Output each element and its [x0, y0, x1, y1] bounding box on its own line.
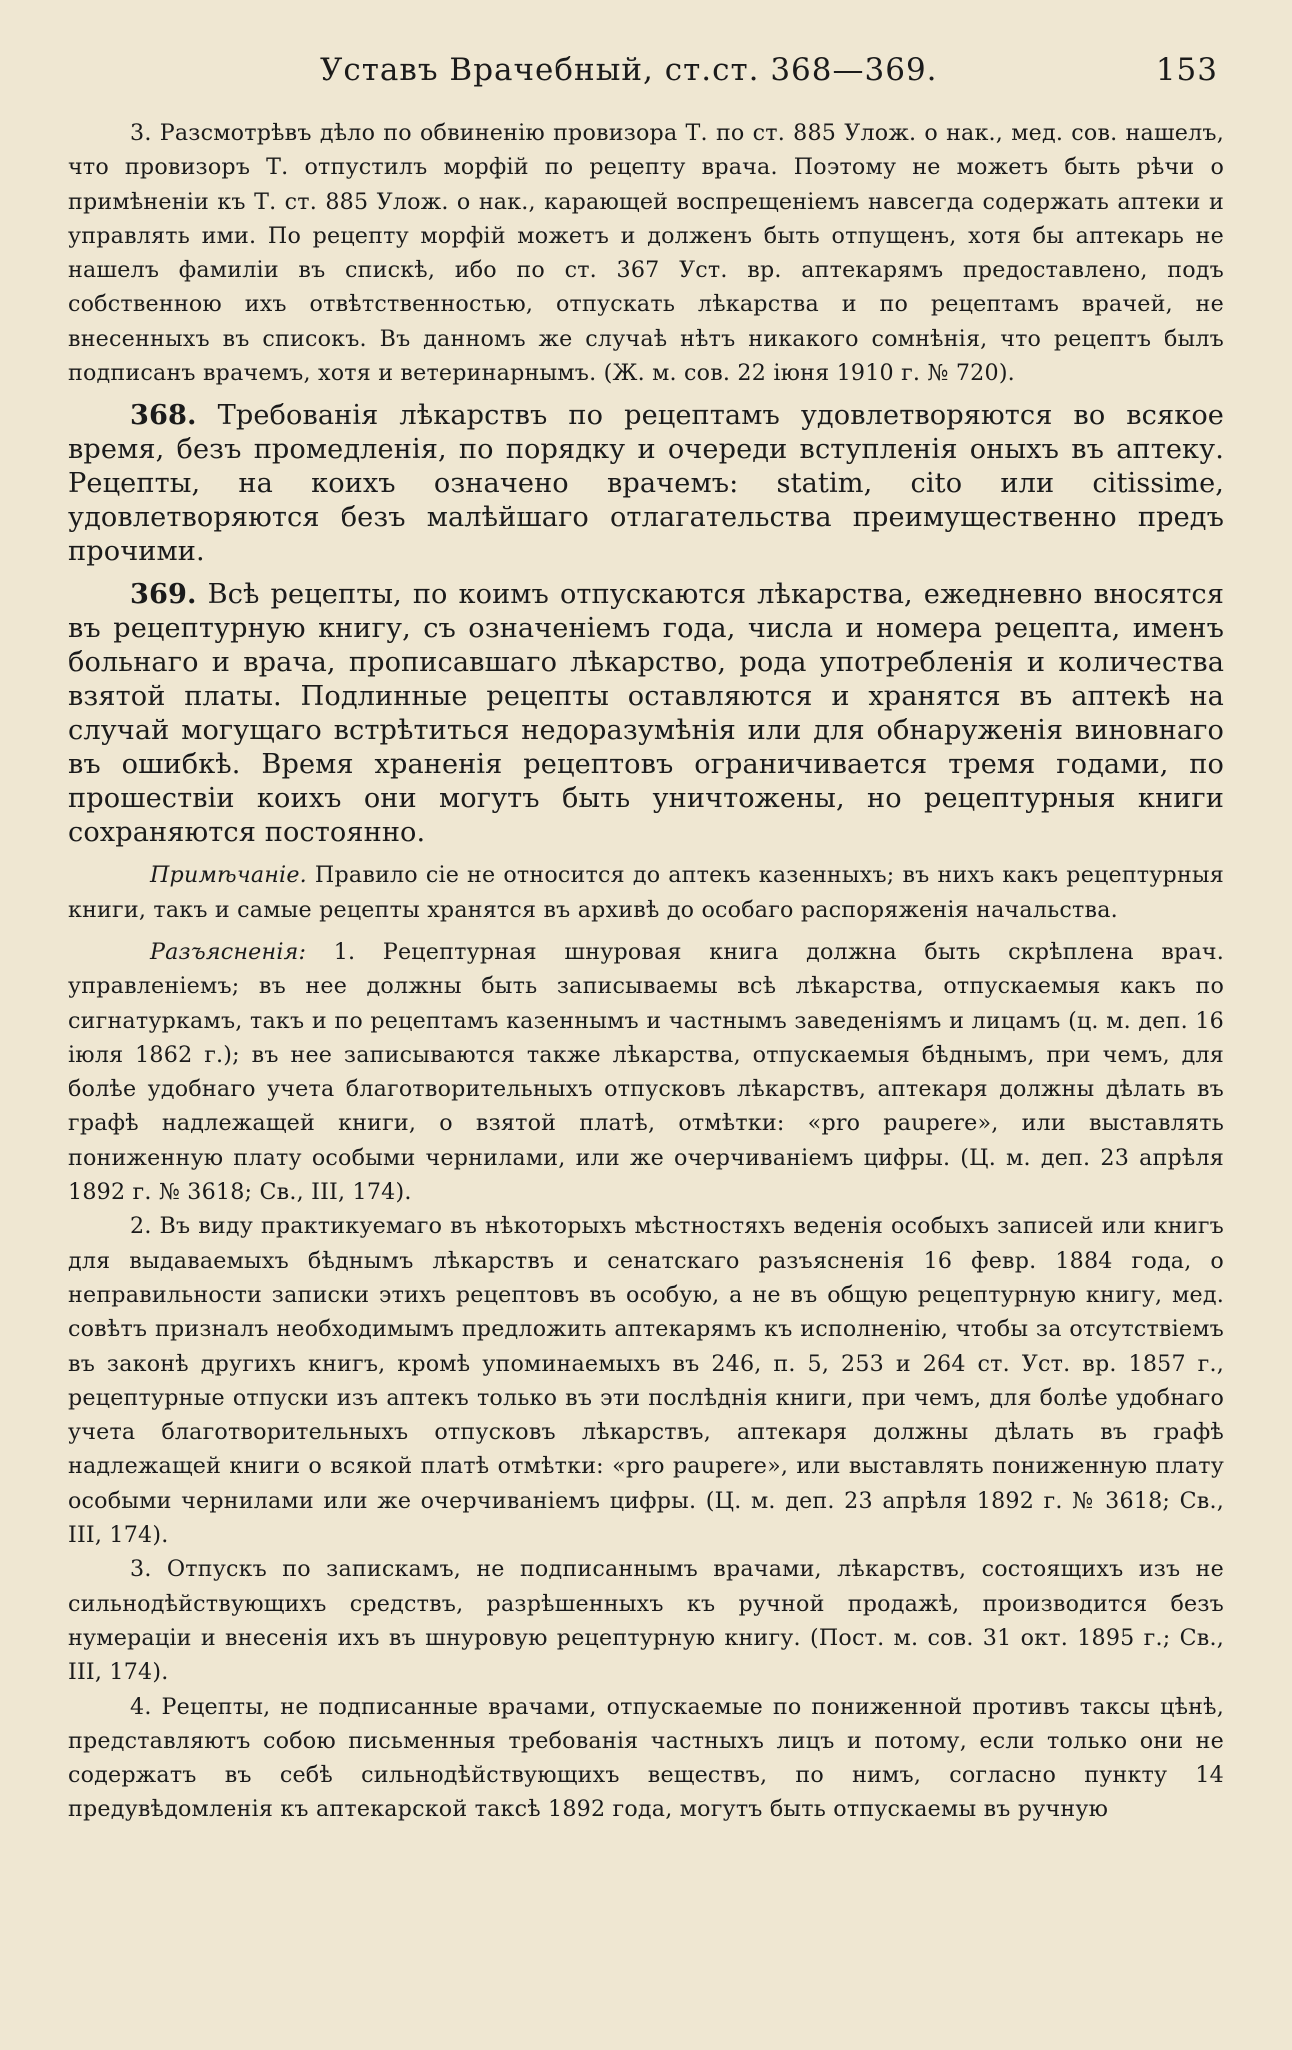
clarification-text: 1. Рецептурная шнуровая книга должна быть скрѣплена врач. управленіемъ; въ нее должны быть записываемы всѣ лѣкарства, отпускаемыя какъ по сигнатуркамъ, такъ и по рецептамъ казеннымъ и частнымъ заведеніямъ и лицамъ (ц. м. деп. 16 іюля 1862 г.); въ нее записываются также лѣкарства, отпускаемыя бѣднымъ, при чемъ, для болѣе удобнаго учета благотворительныхъ отпусковъ лѣкарствъ, аптекаря должны дѣлать въ графѣ надлежащей книги, о взятой платѣ, отмѣтки: «pro paupere», или выставлять пониженную плату особыми чернилами, или же очерчиваніемъ цифры. (Ц. м. деп. 23 апрѣля 1892 г. № 3618; Св., III, 174). — [68, 938, 1224, 1206]
article-368 — [68, 398, 1224, 569]
clarification-text: 3. Отпускъ по запискамъ, не подписаннымъ врачами, лѣкарствъ, состоящихъ изъ не сильнодѣйствующихъ средствъ, разрѣшенныхъ къ ручной продажѣ, производится безъ нумераціи и внесенія ихъ въ шнуровую рецептурную книгу. (Пост. м. сов. 31 окт. 1895 г.; Св., III, 174). — [68, 1556, 1224, 1686]
clarification-paragraph-3 — [68, 116, 1224, 390]
paragraph-text: 3. Разсмотрѣвъ дѣло по обвиненію провизора Т. по ст. 885 Улож. о нак., мед. сов. нашелъ, что провизоръ Т. отпустилъ морфій по рецепту врача. Поэтому не можетъ быть рѣчи о примѣненіи къ Т. ст. 885 Улож. о нак., карающей воспрещеніемъ навсегда содержать аптеки и управлять ими. По рецепту морфій можетъ и долженъ быть отпущенъ, хотя бы аптекарь не нашелъ фамиліи въ спискѣ, ибо по ст. 367 Уст. вр. аптекарямъ предоставлено, подъ собственною ихъ отвѣтственностью, отпускать лѣкарства и по рецептамъ врачей, не внесенныхъ въ списокъ. Въ данномъ же случаѣ нѣтъ никакого сомнѣнія, что рецептъ былъ подписанъ врачемъ, хотя и ветеринарнымъ. (Ж. м. сов. 22 іюня 1910 г. № 720). — [68, 120, 1224, 387]
page-number: 153 — [1155, 52, 1218, 88]
article-text: Требованія лѣкарствъ по рецептамъ удовлетворяются во всякое время, безъ промедленія, по порядку и очереди вступленія оныхъ въ аптеку. Рецепты, на коихъ означено врачемъ: statim, cito или citissime, удовлетворяются безъ малѣйшаго отлагательства преимущественно предъ прочими. — [68, 400, 1224, 568]
running-header — [68, 52, 1224, 88]
article-text: Всѣ рецепты, по коимъ отпускаются лѣкарства, ежедневно вносятся въ рецептурную книгу, съ означеніемъ года, числа и номера рецепта, именъ больнаго и врача, прописавшаго лѣкарство, рода употребленія и количества взятой платы. Подлинные рецепты оставляются и хранятся въ аптекѣ на случай могущаго встрѣтиться недоразумѣнія или для обнаруженія виновнаго въ ошибкѣ. Время храненія рецептовъ ограничивается тремя годами, по прошествіи коихъ они могутъ быть уничтожены, но рецептурныя книги сохраняются постоянно. — [68, 579, 1224, 849]
note-paragraph — [68, 858, 1224, 927]
header-title: Уставъ Врачебный, ст.ст. 368—369. — [320, 52, 938, 88]
clarification-paragraph-4 — [68, 1690, 1224, 1827]
clarification-paragraph-2 — [68, 1209, 1224, 1552]
clarifications-label: Разъясненія: — [150, 938, 307, 965]
article-number: 368. — [130, 399, 197, 432]
article-369 — [68, 577, 1224, 850]
note-label: Примѣчаніе. — [150, 862, 307, 889]
clarification-text: 4. Рецепты, не подписанные врачами, отпускаемые по пониженной противъ таксы цѣнѣ, представляютъ собою письменныя требованія частныхъ лицъ и потому, если только они не содержатъ въ себѣ сильнодѣйствующихъ веществъ, по нимъ, согласно пункту 14 предувѣдомленія къ аптекарской таксѣ 1892 года, могутъ быть отпускаемы въ ручную — [68, 1693, 1224, 1823]
clarification-text: 2. Въ виду практикуемаго въ нѣкоторыхъ мѣстностяхъ веденія особыхъ записей или книгъ для выдаваемыхъ бѣднымъ лѣкарствъ и сенатскаго разъясненія 16 февр. 1884 года, о неправильности записки этихъ рецептовъ въ особую, а не въ общую рецептурную книгу, мед. совѣтъ призналъ необходимымъ предложить аптекарямъ къ исполненію, чтобы за отсутствіемъ въ законѣ другихъ книгъ, кромѣ упоминаемыхъ въ 246, п. 5, 253 и 264 ст. Уст. вр. 1857 г., рецептурные отпуски изъ аптекъ только въ эти послѣднія книги, при чемъ, для болѣе удобнаго учета благотворительныхъ отпусковъ лѣкарствъ, аптекаря должны дѣлать въ графѣ надлежащей книги о всякой платѣ отмѣтки: «pro paupere», или выставлять пониженную плату особыми чернилами или же очерчиваніемъ цифры. (Ц. м. деп. 23 апрѣля 1892 г. № 3618; Св., III, 174). — [68, 1213, 1224, 1549]
note-text: Правило сіе не относится до аптекъ казенныхъ; въ нихъ какъ рецептурныя книги, такъ и самые рецепты хранятся въ архивѣ до особаго распоряженія начальства. — [68, 862, 1224, 923]
article-number: 369. — [130, 578, 197, 611]
clarifications-paragraph-1 — [68, 935, 1224, 1209]
clarification-paragraph-3b — [68, 1552, 1224, 1689]
